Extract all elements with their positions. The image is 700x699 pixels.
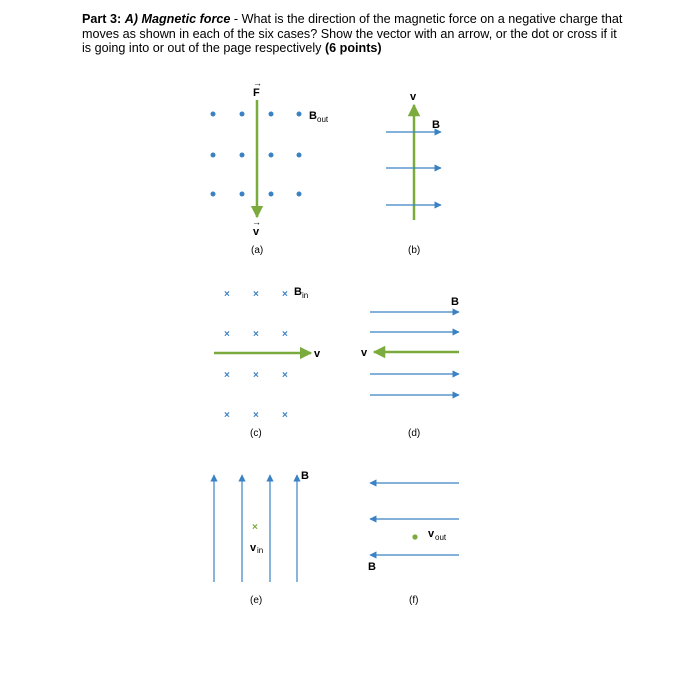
caption-e: (e) xyxy=(250,595,263,606)
caption-b: (b) xyxy=(408,245,421,256)
panel-c xyxy=(214,286,321,439)
question-title: A) Magnetic force xyxy=(124,12,231,26)
caption-a: (a) xyxy=(251,245,264,256)
velocity-label: v xyxy=(410,91,417,103)
field-in-crosses xyxy=(224,289,288,421)
velocity-sub: in xyxy=(257,546,264,555)
field-label: B xyxy=(294,286,302,298)
velocity-label: v xyxy=(253,226,260,238)
svg-text:×: × xyxy=(282,289,288,300)
field-label: B xyxy=(368,561,376,573)
velocity-sub: out xyxy=(435,533,447,542)
svg-text:×: × xyxy=(253,289,259,300)
panel-f xyxy=(368,483,459,606)
svg-text:×: × xyxy=(253,410,259,421)
field-label: B xyxy=(432,119,440,131)
svg-text:×: × xyxy=(224,289,230,300)
svg-text:×: × xyxy=(224,410,230,421)
panel-e xyxy=(214,470,309,606)
velocity-label: v xyxy=(314,348,321,360)
caption-d: (d) xyxy=(408,428,421,439)
title-dash: - xyxy=(230,12,242,26)
field-label: B xyxy=(451,296,459,308)
panel-d xyxy=(361,296,459,439)
question-body: What is the direction of the magnetic force on a negative charge that moves as shown in each of the six cases? Show the vector with an arrow, or the dot or cross if it is going into or out of the page respectively xyxy=(82,12,623,55)
svg-text:×: × xyxy=(282,410,288,421)
svg-text:×: × xyxy=(224,329,230,340)
force-label: F xyxy=(253,87,260,99)
points-label: (6 points) xyxy=(324,41,382,55)
caption-f: (f) xyxy=(409,595,419,606)
velocity-label: v xyxy=(250,542,257,554)
panel-b xyxy=(386,91,441,256)
arrow-accent: → xyxy=(253,78,262,88)
svg-text:×: × xyxy=(282,329,288,340)
svg-text:×: × xyxy=(253,370,259,381)
field-sub: out xyxy=(317,115,329,124)
field-label: B xyxy=(309,110,317,122)
panel-a xyxy=(211,78,329,256)
svg-text:×: × xyxy=(282,370,288,381)
svg-text:×: × xyxy=(253,329,259,340)
field-label: B xyxy=(301,470,309,482)
velocity-in-cross: × xyxy=(252,522,258,533)
velocity-label: v xyxy=(361,347,368,359)
arrow-accent: → xyxy=(252,217,261,227)
velocity-out-dot xyxy=(412,534,417,539)
field-sub: in xyxy=(302,291,309,300)
velocity-label: v xyxy=(428,528,435,540)
caption-c: (c) xyxy=(250,428,262,439)
part-label: Part 3: xyxy=(82,12,122,26)
svg-text:×: × xyxy=(224,370,230,381)
